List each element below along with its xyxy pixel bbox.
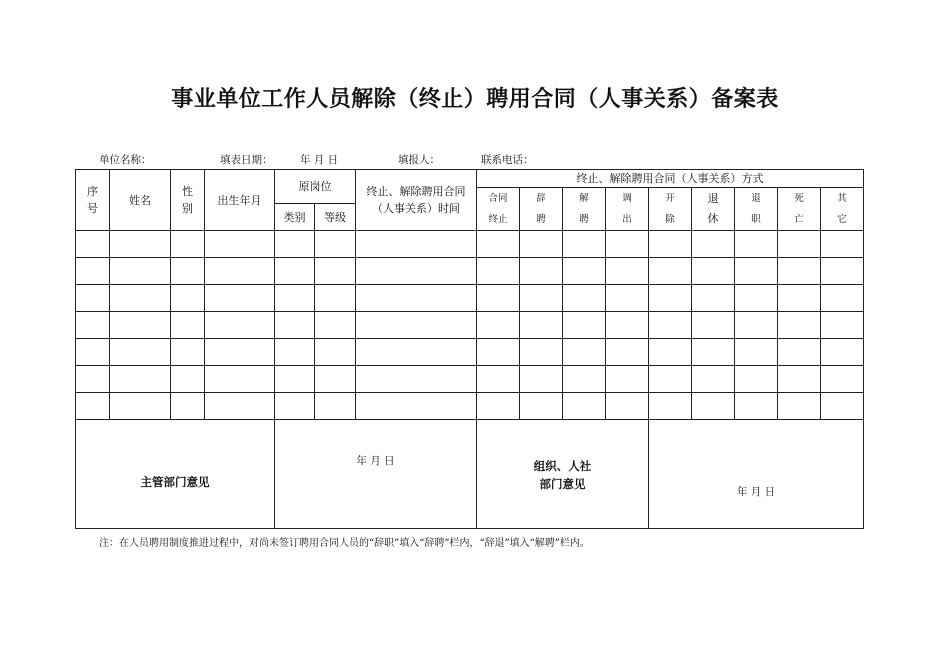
header-method-expel: 开 除	[665, 193, 675, 225]
phone-label: 联系电话：	[481, 154, 534, 166]
header-end-time: 终止、解除聘用合同 （人事关系）时间	[366, 185, 466, 215]
filler-label: 填报人：	[398, 154, 440, 166]
header-method-death: 死 亡	[794, 193, 804, 225]
header-method-group: 终止、解除聘用合同（人事关系）方式	[576, 172, 764, 185]
header-gender: 性 别	[182, 185, 193, 215]
header-orig-post: 原岗位	[298, 180, 332, 193]
header-method-retire: 退 休	[707, 192, 719, 225]
header-method-other: 其 它	[837, 193, 847, 225]
org-date: 年 月 日	[736, 485, 776, 498]
header-category: 类别	[283, 210, 306, 224]
header-seq: 序 号	[87, 185, 98, 215]
header-method-transfer: 调 出	[622, 193, 632, 225]
header-method-contract-end: 合同 终止	[488, 193, 508, 225]
header-method-quit: 退 职	[751, 193, 761, 225]
header-name: 姓名	[129, 193, 151, 207]
header-method-dismiss: 解 聘	[579, 193, 589, 225]
fill-date-label: 填表日期：	[220, 154, 273, 166]
footnote: 注：在人员聘用制度推进过程中，对尚未签订聘用合同人员的“辞职”填入“辞聘”栏内，“辞退”填入“解聘”栏内。	[99, 538, 590, 549]
fill-date-ymd: 年 月 日	[300, 154, 339, 166]
header-grade: 等级	[324, 210, 346, 224]
header-birth: 出生年月	[217, 193, 262, 207]
supervisor-opinion-label: 主管部门意见	[140, 475, 210, 489]
supervisor-date: 年 月 日	[356, 454, 395, 467]
header-method-resign: 辞 聘	[536, 193, 546, 225]
org-opinion-label: 组织、人社 部门意见	[533, 459, 592, 491]
page-title: 事业单位工作人员解除（终止）聘用合同（人事关系）备案表	[171, 87, 779, 112]
unit-name-label: 单位名称：	[99, 154, 152, 166]
